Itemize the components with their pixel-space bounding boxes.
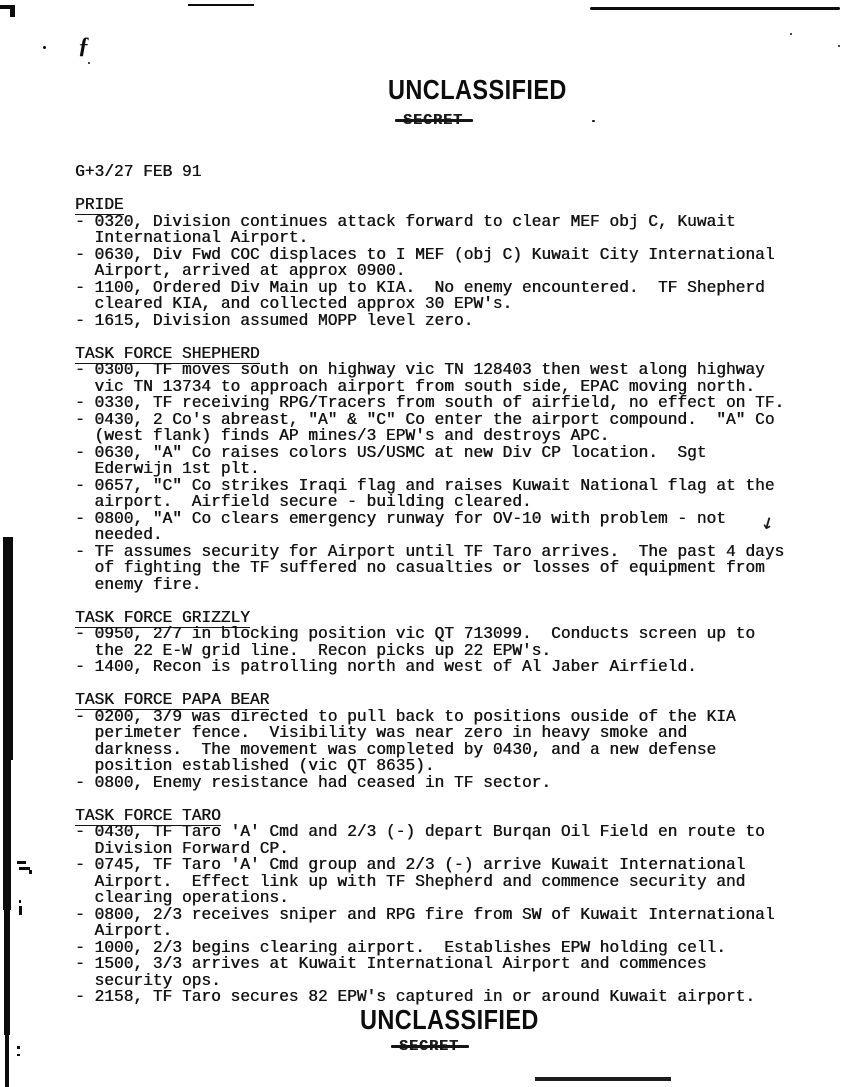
scan-dot [43, 46, 46, 49]
doc-line: - 0320, Division continues attack forward to clear MEF obj C, Kuwait [75, 212, 736, 231]
doc-line: enemy fire. [75, 575, 202, 594]
doc-line: - 0430, 2 Co's abreast, "A" & "C" Co enter the airport compound. "A" Co [75, 410, 775, 429]
doc-line: the 22 E-W grid line. Recon picks up 22 EPW's. [75, 641, 551, 660]
doc-line: - 0200, 3/9 was directed to pull back to positions ouside of the KIA [75, 707, 736, 726]
doc-line: - 1500, 3/3 arrives at Kuwait International Airport and commences [75, 955, 707, 973]
section-title: TASK FORCE TARO [75, 806, 221, 825]
strikethrough-line [391, 1045, 469, 1048]
scan-edge-bar [3, 537, 13, 760]
doc-line: of fighting the TF suffered no casualties or losses of equipment from [75, 559, 765, 577]
doc-line: - TF assumes security for Airport until TF Taro arrives. The past 4 days [75, 542, 785, 561]
scan-edge-bar [4, 910, 10, 1035]
doc-line: security ops. [75, 971, 221, 990]
header-secret-stamp-struck [403, 112, 463, 129]
scan-dot [838, 45, 840, 47]
doc-line: - 0330, TF receiving RPG/Tracers from south of airfield, no effect on TF. [75, 394, 785, 412]
scan-corner-mark [10, 5, 15, 17]
scan-line-artifact [590, 7, 840, 10]
doc-line [75, 181, 784, 198]
doc-line: perimeter fence. Visibility was near zero in heavy smoke and [75, 724, 687, 742]
scan-line-artifact [535, 1077, 671, 1081]
scan-margin-mark [17, 1054, 20, 1056]
doc-line: Airport, arrived at approx 0900. [75, 262, 406, 280]
doc-line [75, 676, 784, 693]
header-unclassified-stamp: UNCLASSIFIED [388, 74, 567, 105]
doc-line: vic TN 13734 to approach airport from south side, EPAC moving north. [75, 377, 755, 396]
date-line: G+3/27 FEB 91 [75, 163, 202, 181]
doc-line: - 0800, 2/3 receives sniper and RPG fire from SW of Kuwait International [75, 905, 775, 924]
doc-line: - 0745, TF Taro 'A' Cmd group and 2/3 (-) arrive Kuwait International [75, 856, 746, 874]
scan-edge-bar [3, 760, 11, 910]
section-title: PRIDE [75, 196, 124, 214]
doc-line: - 2158, TF Taro secures 82 EPW's captured in or around Kuwait airport. [75, 988, 755, 1006]
scan-line-artifact [188, 4, 254, 6]
scan-dot [592, 120, 595, 122]
doc-line: - 0800, Enemy resistance had ceased in TF sector. [75, 773, 551, 792]
scan-margin-mark [29, 870, 32, 874]
document-body [75, 164, 784, 1006]
doc-line: Airport. [75, 922, 173, 940]
strikethrough-line [395, 119, 473, 122]
doc-line: - 1000, 2/3 begins clearing airport. Establishes EPW holding cell. [75, 938, 726, 957]
doc-line: clearing operations. [75, 889, 289, 907]
footer-secret-stamp-struck [399, 1038, 459, 1055]
doc-line [75, 593, 784, 610]
scan-edge-bar [5, 1035, 9, 1087]
doc-line [75, 791, 784, 808]
doc-line [75, 329, 784, 346]
doc-line: - 0950, 2/7 in blocking position vic QT 713099. Conducts screen up to [75, 625, 755, 643]
doc-line: darkness. The movement was completed by 0430, and a new defense [75, 740, 717, 759]
doc-line: - 1100, Ordered Div Main up to KIA. No enemy encountered. TF Shepherd [75, 278, 765, 297]
doc-line: - 0800, "A" Co clears emergency runway for OV-10 with problem - not [75, 509, 726, 528]
scan-margin-mark [19, 906, 22, 915]
footer-unclassified-stamp: UNCLASSIFIED [360, 1004, 539, 1035]
scan-dot [88, 62, 90, 64]
doc-line: - 0300, TF moves south on highway vic TN 128403 then west along highway [75, 361, 765, 379]
section-title: TASK FORCE GRIZZLY [75, 608, 250, 627]
section-title: TASK FORCE SHEPHERD [75, 344, 260, 363]
ink-blot-mark: ƒ [78, 33, 90, 58]
doc-line: needed. [75, 526, 163, 544]
scan-margin-mark [17, 1046, 20, 1049]
doc-line: - 1400, Recon is patrolling north and west of Al Jaber Airfield. [75, 658, 697, 676]
section-title: TASK FORCE PAPA BEAR [75, 691, 270, 709]
scan-dot [790, 33, 792, 35]
doc-line: position established (vic QT 8635). [75, 757, 435, 775]
doc-line: - 1615, Division assumed MOPP level zero. [75, 311, 474, 330]
doc-line: - 0630, "A" Co raises colors US/USMC at new Div CP location. Sgt [75, 443, 707, 462]
doc-line: - 0630, Div Fwd COC displaces to I MEF (obj C) Kuwait City International [75, 245, 775, 264]
scan-margin-mark [17, 861, 26, 864]
doc-line: cleared KIA, and collected approx 30 EPW's. [75, 295, 513, 313]
scan-margin-mark [19, 900, 21, 903]
doc-line: Airport. Effect link up with TF Shepherd and commence security and [75, 872, 746, 891]
doc-line: airport. Airfield secure - building cleared. [75, 493, 532, 511]
doc-line: Ederwijn 1st plt. [75, 460, 260, 478]
doc-line: International Airport. [75, 229, 309, 247]
doc-line: - 0657, "C" Co strikes Iraqi flag and raises Kuwait National flag at the [75, 476, 775, 495]
handwritten-arrow-mark: ↓ [758, 512, 777, 535]
doc-line: Division Forward CP. [75, 839, 289, 858]
doc-line: - 0430, TF Taro 'A' Cmd and 2/3 (-) depart Burqan Oil Field en route to [75, 823, 765, 841]
doc-line: (west flank) finds AP mines/3 EPW's and destroys APC. [75, 427, 610, 445]
